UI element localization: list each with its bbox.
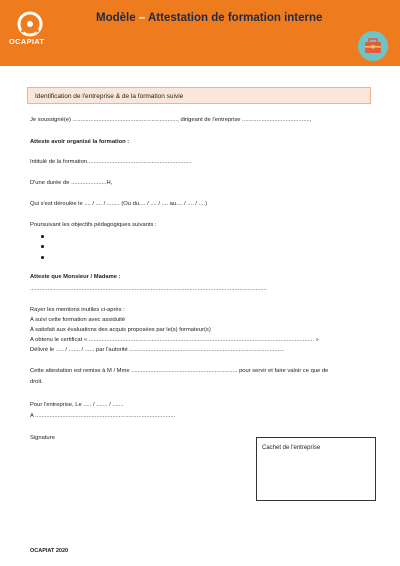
lieu-line: A ....................................................................................... — [30, 413, 176, 419]
deroulee-line: Qui s'est déroulée le .... / .... / ........ (Ou du.... / .... / .... au.... / .... / ....) — [30, 201, 208, 207]
delivre-line: Délivré le ..... / ....... / ...... par l'autorité ................................................................................................ — [30, 347, 284, 353]
title-main: Attestation de formation interne — [147, 12, 323, 24]
page-title — [96, 12, 326, 24]
bullet-2 — [41, 245, 44, 248]
pour-entreprise-line: Pour l'entreprise, Le ..... / ....... / ....... — [30, 402, 124, 408]
section-header: Identification de l'entreprise & de la formation suivie — [27, 87, 371, 104]
remise-line-1: Cette attestation est remise à M / Mme .................................................................. pour servir et faire valoir ce que de — [30, 368, 329, 374]
remise-line-2: droit. — [30, 379, 43, 385]
logo-text: OCAPIAT — [9, 37, 45, 46]
rayer-line: Rayer les mentions inutiles ci-après : — [30, 307, 125, 313]
intitule-line: Intitulé de la formation................................................................. — [30, 159, 192, 165]
atteste-monsieur-heading: Atteste que Monsieur / Madame : — [30, 274, 121, 280]
bullet-3 — [41, 256, 44, 259]
toolbox-badge-icon — [357, 30, 389, 62]
footer-text: OCAPIAT 2020 — [30, 548, 69, 554]
satisfait-line: A satisfait aux évaluations des acquis proposées par le(s) formateur(s) — [30, 327, 211, 333]
title-dash: – — [135, 12, 148, 24]
signature-label: Signature — [30, 435, 55, 441]
cachet-box — [256, 437, 376, 501]
soussigne-line: Je soussigné(e) ................................................................., dirigeant de l'entreprise .........................................., — [30, 117, 312, 123]
title-prefix: Modèle — [96, 12, 136, 24]
duree-line: D'une durée de ......................H, — [30, 180, 113, 186]
objectifs-line: Poursuivant les objectifs pédagogiques suivants : — [30, 222, 157, 228]
assiduite-line: A suivi cette formation avec assiduité — [30, 317, 126, 323]
atteste-organise-heading: Atteste avoir organisé la formation : — [30, 139, 130, 145]
page-header — [0, 0, 400, 66]
certificat-line: A obtenu le certificat « ............................................................................................................................................ » — [30, 337, 319, 343]
name-dots-line: ................................................................................................................................................... — [30, 286, 267, 292]
cachet-label: Cachet de l'entreprise — [262, 445, 321, 451]
bullet-1 — [41, 235, 44, 238]
